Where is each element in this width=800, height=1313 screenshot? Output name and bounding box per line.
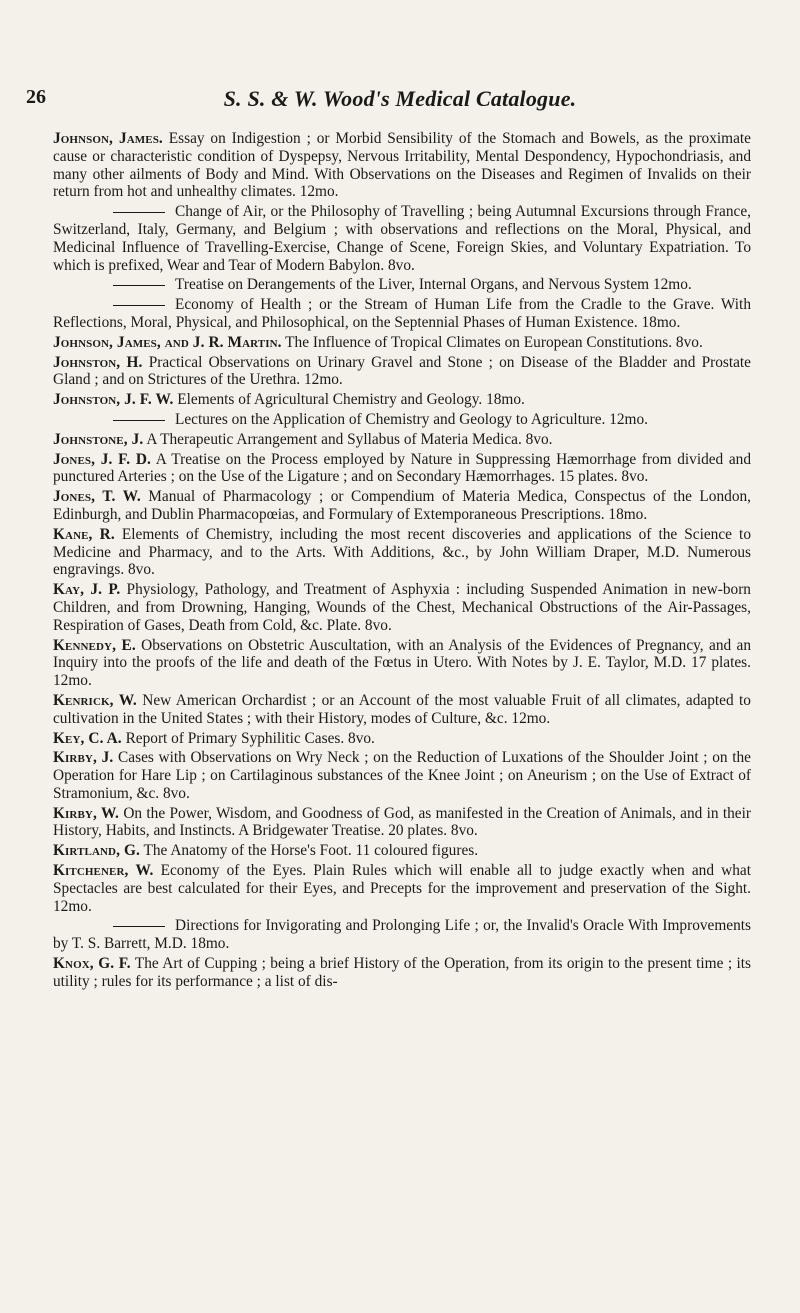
catalogue-entry	[53, 862, 751, 915]
entry-text: A Treatise on the Process employed by Nature in Suppressing Hæmorrhage from divided and punctured Arteries ; on the Use of the Ligature ; and on Secondary Hæmorrhages. 15 plates. 8vo.	[53, 450, 751, 486]
catalogue-entry	[53, 431, 751, 449]
entry-author: Key, C. A.	[53, 729, 122, 747]
entry-text: Treatise on Derangements of the Liver, Internal Organs, and Nervous System 12mo.	[175, 276, 692, 294]
entry-text: Manual of Pharmacology ; or Compendium of Materia Medica, Conspectus of the London, Edinburgh, and Dublin Pharmacopœias, and Formulary of Extemporaneous Prescriptions. 18mo.	[53, 488, 751, 523]
entry-text: Economy of Health ; or the Stream of Human Life from the Cradle to the Grave. With Reflections, Moral, Physical, and Philosophical, on the Septennial Phases of Human Existence. 18mo.	[53, 296, 751, 331]
entry-author: Jones, T. W.	[53, 488, 141, 506]
catalogue-entry	[53, 692, 751, 728]
entry-author: Kirtland, G.	[53, 842, 140, 860]
ditto-rule	[113, 212, 165, 213]
entry-text: Report of Primary Syphilitic Cases. 8vo.	[125, 729, 375, 747]
entry-text: Cases with Observations on Wry Neck ; on the Reduction of Luxations of the Shoulder Joint ; on the Operation for Hare Lip ; on Cartilaginous substances of the Knee Joint ; on Aneurism ; on the Use of Extract of Stramonium, &c. 8vo.	[53, 749, 751, 802]
catalogue-entry	[53, 526, 751, 579]
entry-text: The Art of Cupping ; being a brief History of the Operation, from its origin to the present time ; its utility ; rules for its performance ; a list of dis-	[53, 955, 752, 990]
entry-author: Johnstone, J.	[53, 430, 144, 448]
entry-author: Kay, J. P.	[53, 581, 121, 599]
catalogue-entry	[53, 842, 751, 860]
entry-text: Change of Air, or the Philosophy of Travelling ; being Autumnal Excursions through France, Switzerland, Italy, Germany, and Belgium ; with observations and reflections on the Moral, Physical, and Medicinal Influence of Travelling-Exercise, Change of Scene, Foreign Skies, and Voluntary Expatriation. To which is prefixed, Wear and Tear of Modern Babylon. 8vo.	[53, 203, 751, 274]
catalogue-entry	[53, 203, 751, 274]
entry-author: Knox, G. F.	[53, 955, 131, 973]
entry-author: Kane, R.	[53, 525, 115, 543]
page-header	[26, 86, 774, 116]
running-title: S. S. & W. Wood's Medical Catalogue.	[223, 86, 577, 111]
catalogue-entry	[53, 354, 751, 390]
entry-author: Kirby, J.	[53, 749, 114, 767]
catalogue-entry	[53, 637, 751, 690]
entry-text: Elements of Chemistry, including the most recent discoveries and applications of the Science to Medicine and Pharmacy, and to the Arts. With Additions, &c., by John William Draper, M.D. Numerous engravings. 8vo.	[53, 525, 751, 579]
catalogue-entry	[53, 334, 751, 352]
entry-author: Kenrick, W.	[53, 691, 137, 709]
entry-author: Kirby, W.	[53, 804, 119, 822]
catalogue-entry	[53, 296, 751, 332]
entry-author: Johnston, J. F. W.	[53, 391, 174, 409]
entry-text: Economy of the Eyes. Plain Rules which will enable all to judge exactly when and what Spectacles are best calculated for their Eyes, and Precepts for the improvement and preservation of the Sight. 12mo.	[53, 862, 751, 915]
entry-author: Johnston, H.	[53, 353, 143, 371]
entry-text: Observations on Obstetric Auscultation, with an Analysis of the Evidences of Pregnancy, and an Inquiry into the proofs of the life and death of the Fœtus in Utero. With Notes by J. E. Taylor, M.D. 17 plates. 12mo.	[53, 636, 752, 690]
entry-text: On the Power, Wisdom, and Goodness of God, as manifested in the Creation of Animals, and in their History, Habits, and Instincts. A Bridgewater Treatise. 20 plates. 8vo.	[53, 804, 751, 840]
catalogue-entry	[53, 391, 751, 409]
catalogue-entry	[53, 488, 751, 524]
catalogue-entries	[53, 130, 751, 993]
entry-author: Kennedy, E.	[53, 636, 136, 654]
entry-text: A Therapeutic Arrangement and Syllabus of Materia Medica. 8vo.	[146, 430, 553, 448]
entry-author: Johnson, James, and J. R. Martin.	[53, 333, 282, 351]
catalogue-entry	[53, 917, 751, 953]
catalogue-entry	[53, 276, 751, 294]
entry-author: Jones, J. F. D.	[53, 450, 151, 468]
entry-text: Physiology, Pathology, and Treatment of Asphyxia : including Suspended Animation in new-born Children, and from Drowning, Hanging, Wounds of the Chest, Mechanical Obstructions of the Air-Passages, Respiration of Gases, Death from Cold, &c. Plate. 8vo.	[53, 581, 751, 634]
entry-text: Essay on Indigestion ; or Morbid Sensibility of the Stomach and Bowels, as the proximate cause or characteristic condition of Dyspepsy, Nervous Irritability, Mental Despondency, Hypochondriasis, and many other ailments of Body and Mind. With Observations on the Diseases and Regimen of Invalids on their return from hot and unhealthy climates. 12mo.	[53, 130, 751, 201]
entry-author: Kitchener, W.	[53, 862, 154, 880]
catalogue-entry	[53, 451, 751, 487]
page-number: 26	[26, 86, 46, 108]
entry-text: Lectures on the Application of Chemistry and Geology to Agriculture. 12mo.	[175, 410, 649, 428]
catalogue-entry	[53, 730, 751, 748]
catalogue-entry	[53, 411, 751, 429]
entry-text: Elements of Agricultural Chemistry and Geology. 18mo.	[177, 391, 525, 409]
ditto-rule	[113, 305, 165, 306]
ditto-rule	[113, 420, 165, 421]
entry-text: Directions for Invigorating and Prolonging Life ; or, the Invalid's Oracle With Improvements by T. S. Barrett, M.D. 18mo.	[53, 917, 751, 953]
catalogue-entry	[53, 581, 751, 634]
catalogue-entry	[53, 130, 751, 201]
catalogue-entry	[53, 749, 751, 802]
entry-text: Practical Observations on Urinary Gravel and Stone ; on Disease of the Bladder and Prostate Gland ; and on Strictures of the Urethra. 12mo.	[53, 353, 751, 389]
catalogue-entry	[53, 955, 751, 991]
entry-author: Johnson, James.	[53, 130, 163, 147]
ditto-rule	[113, 926, 165, 927]
entry-text: The Influence of Tropical Climates on European Constitutions. 8vo.	[285, 333, 703, 351]
catalogue-entry	[53, 805, 751, 841]
entry-text: New American Orchardist ; or an Account of the most valuable Fruit of all climates, adapted to cultivation in the United States ; with their History, modes of Culture, &c. 12mo.	[53, 691, 751, 727]
ditto-rule	[113, 285, 165, 286]
entry-text: The Anatomy of the Horse's Foot. 11 coloured figures.	[143, 842, 479, 860]
